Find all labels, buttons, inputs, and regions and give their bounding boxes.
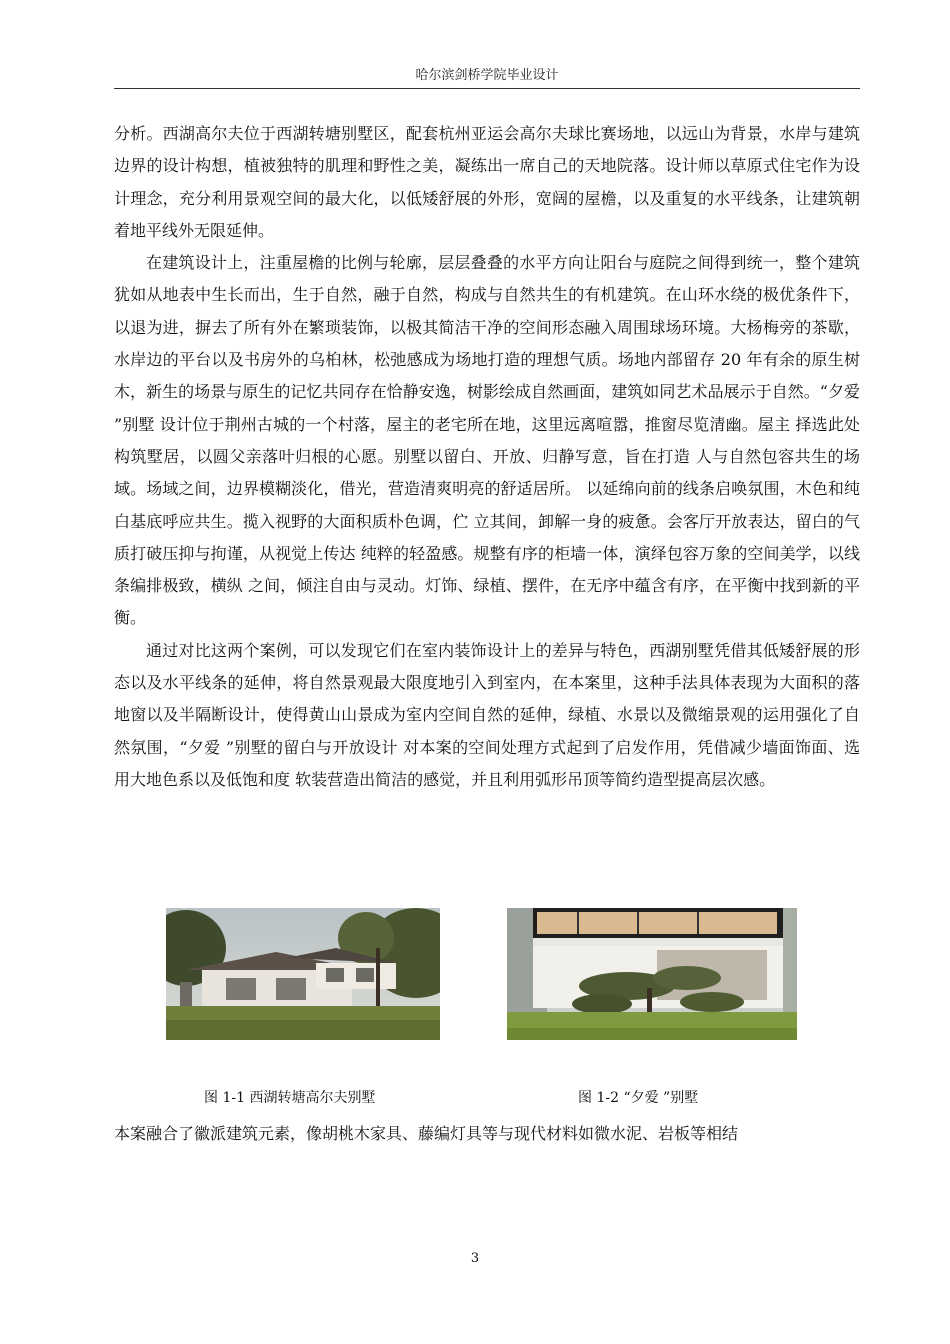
figure-xihu-golf-villa-image [166,908,440,1040]
header-divider [114,88,860,89]
figure-1-caption: 图 1-1 西湖转塘高尔夫别墅 [204,1090,376,1106]
page-number: 3 [470,1251,480,1266]
figure-xihu-golf-villa [166,908,440,1040]
paragraph-3: 通过对比这两个案例，可以发现它们在室内装饰设计上的差异与特色，西湖别墅凭借其低矮舒展的形态以及水平线条的延伸，将自然景观最大限度地引入到室内，在本案里，这种手法具体表现为大面积的落地窗以及半隔断设计，使得黄山山景成为室内空间自然的延伸，绿植、水景以及微缩景观的运用强化了自然氛围，“夕爱 ”别墅的留白与开放设计 对本案的空间处理方式起到了启发作用，凭借减少墙面饰面、选用大地色系以及低饱和度 软装营造出简洁的感觉，并且利用弧形吊顶等简约造型提高层次感。 [114,640,860,789]
figure-2-caption: 图 1-2 “夕爱 ”别墅 [578,1090,699,1106]
figure-xiai-villa [507,908,797,1040]
paragraph-1: 分析。西湖高尔夫位于西湖转塘别墅区，配套杭州亚运会高尔夫球比赛场地，以远山为背景，水岸与建筑边界的设计构想，植被独特的肌理和野性之美，凝练出一席自己的天地院落。设计师以草原式住宅作为设计理念，充分利用景观空间的最大化，以低矮舒展的外形，宽阔的屋檐，以及重复的水平线条，让建筑朝着地平线外无限延伸。 [114,124,860,240]
figure-xiai-villa-image [507,908,797,1040]
body-text [114,118,860,796]
paragraph-2: 在建筑设计上，注重屋檐的比例与轮廓，层层叠叠的水平方向让阳台与庭院之间得到统一，整个建筑犹如从地表中生长而出，生于自然，融于自然，构成与自然共生的有机建筑。在山环水绕的极优条件下，以退为进，摒去了所有外在繁琐装饰，以极其简洁干净的空间形态融入周围球场环境。大杨梅旁的茶歇，水岸边的平台以及书房外的乌桕林，松弛感成为场地打造的理想气质。场地内部留存 20 年有余的原生树木，新生的场景与原生的记忆共同存在恰静安逸，树影绘成自然画面，建筑如同艺术品展示于自然。“夕爱 ”别墅 设计位于荆州古城的一个村落，屋主的老宅所在地，这里远离喧嚣，推窗尽览清幽。屋主 择选此处构筑墅居，以圆父亲落叶归根的心愿。别墅以留白、开放、归静写意，旨在打造 人与自然包容共生的场域。场域之间，边界模糊淡化，借光，营造清爽明亮的舒适居所。 以延绵向前的线条启唤氛围，木色和纯白基底呼应共生。揽入视野的大面积质朴色调，伫 立其间，卸解一身的疲惫。会客厅开放表达，留白的气质打破压抑与拘谨，从视觉上传达 纯粹的轻盈感。规整有序的柜墙一体，演绎包容万象的空间美学，以线条编排极致，横纵 之间，倾注自由与灵动。灯饰、绿植、摆件，在无序中蕴含有序，在平衡中找到新的平衡。 [114,253,860,628]
page-header: 哈尔滨剑桥学院毕业设计 [415,68,559,83]
paragraph-4-start: 本案融合了徽派建筑元素，像胡桃木家具、藤编灯具等与现代材料如微水泥、岩板等相结 [114,1124,739,1143]
